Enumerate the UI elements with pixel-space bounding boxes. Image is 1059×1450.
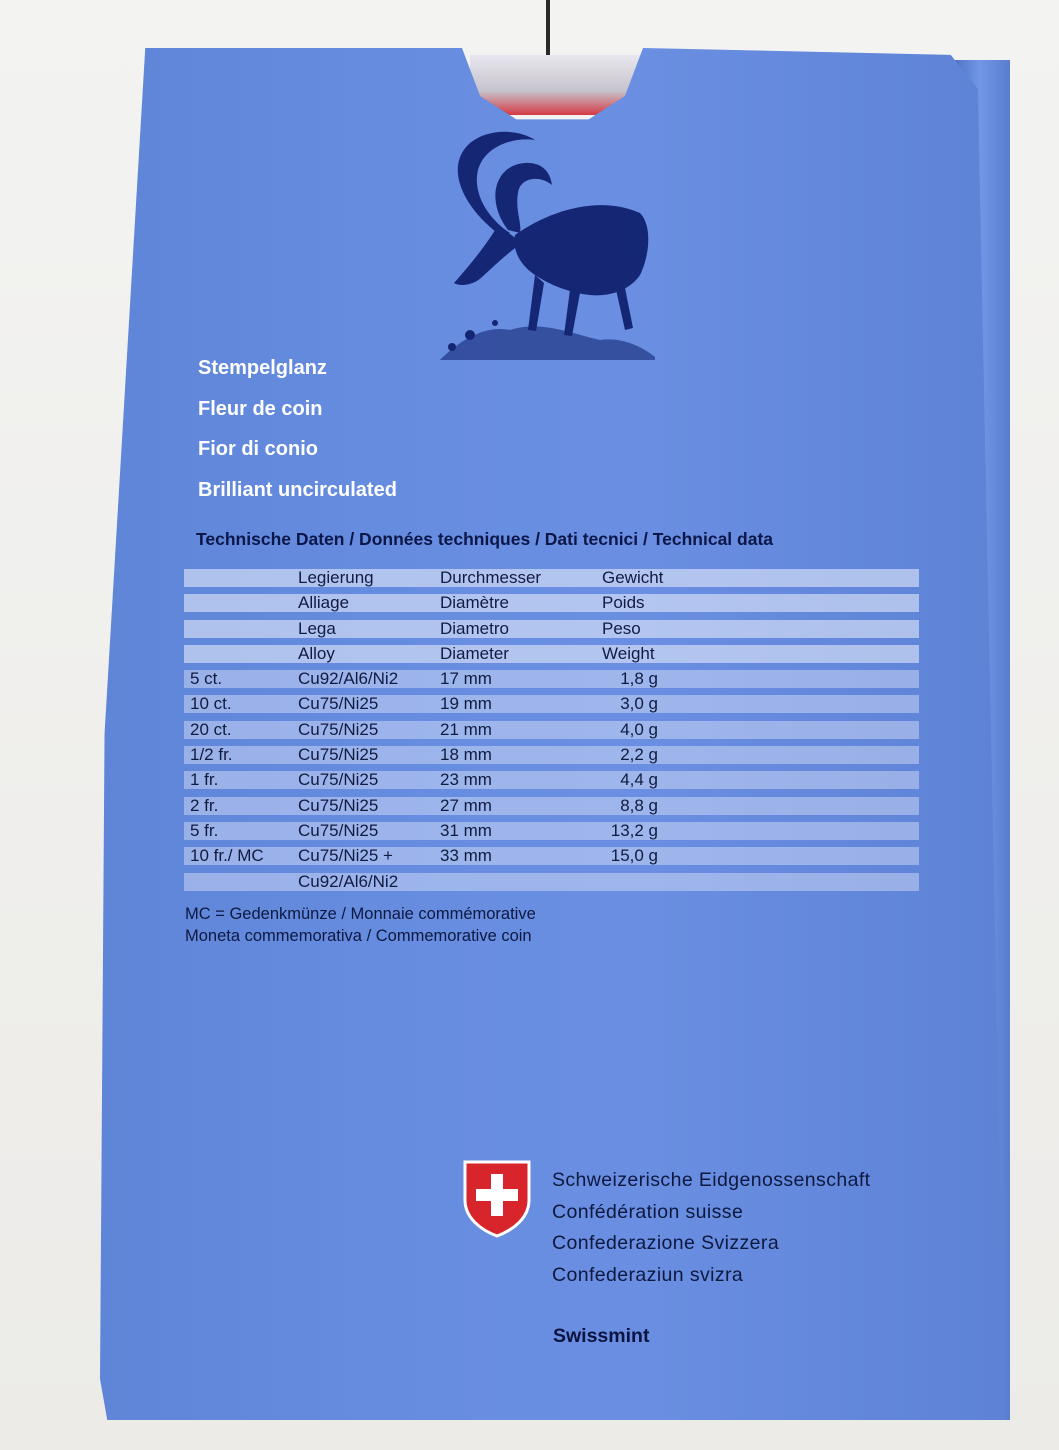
confederation-names bbox=[552, 1165, 870, 1291]
coin-denomination: 1/2 fr. bbox=[190, 745, 233, 765]
header-weight: Peso bbox=[602, 618, 641, 638]
header-alloy: Alloy bbox=[298, 643, 335, 663]
coin-denomination: 5 ct. bbox=[190, 669, 223, 689]
swissmint-label: Swissmint bbox=[553, 1325, 650, 1347]
header-diameter: Diameter bbox=[440, 643, 509, 663]
header-weight: Gewicht bbox=[602, 568, 664, 587]
coin-weight: 13,2 g bbox=[610, 820, 658, 840]
note-line: Moneta commemorativa / Commemorative coin bbox=[185, 927, 532, 945]
coin-weight: 3,0 g bbox=[620, 694, 658, 714]
coin-weight: 4,0 g bbox=[620, 719, 658, 739]
grade-french: Fleur de coin bbox=[198, 397, 323, 420]
coin-alloy: Cu75/Ni25 bbox=[298, 694, 379, 714]
coin-denomination: 20 ct. bbox=[190, 719, 232, 739]
coin-denomination: 1 fr. bbox=[190, 770, 219, 790]
coin-alloy: Cu75/Ni25 bbox=[298, 795, 379, 815]
header-weight: Weight bbox=[602, 643, 655, 663]
header-alloy: Alliage bbox=[298, 593, 350, 613]
table-header-row bbox=[184, 618, 919, 643]
coin-diameter: 31 mm bbox=[440, 820, 492, 840]
table-row bbox=[184, 693, 919, 718]
coin-diameter: 27 mm bbox=[440, 795, 492, 815]
coin-alloy: Cu75/Ni25 bbox=[298, 719, 379, 739]
confederation-italian: Confederazione Svizzera bbox=[552, 1232, 780, 1254]
table-row bbox=[184, 820, 919, 845]
table-row bbox=[184, 769, 919, 794]
coin-diameter: 19 mm bbox=[440, 694, 492, 714]
table-row bbox=[184, 871, 919, 896]
table-row bbox=[184, 668, 919, 693]
coin-denomination: 10 fr./ MC bbox=[190, 846, 264, 866]
table-row bbox=[184, 744, 919, 769]
table-header-row bbox=[184, 643, 919, 668]
confederation-french: Confédération suisse bbox=[552, 1200, 744, 1223]
coin-alloy: Cu92/Al6/Ni2 bbox=[298, 871, 399, 891]
coin-diameter: 17 mm bbox=[440, 669, 492, 689]
header-diameter: Diamètre bbox=[440, 593, 509, 613]
coin-weight: 4,4 g bbox=[620, 770, 658, 790]
header-diameter: Durchmesser bbox=[440, 568, 542, 587]
technical-data-table bbox=[184, 567, 919, 896]
table-row bbox=[184, 795, 919, 820]
grade-english: Brilliant uncirculated bbox=[198, 478, 397, 501]
coin-weight: 15,0 g bbox=[610, 846, 658, 866]
confederation-romansh: Confederaziun svizra bbox=[552, 1263, 744, 1286]
coin-alloy: Cu75/Ni25 bbox=[298, 745, 379, 765]
table-header-row bbox=[184, 567, 919, 592]
grade-list bbox=[198, 348, 397, 510]
grade-italian: Fior di conio bbox=[198, 438, 318, 460]
coin-weight: 2,2 g bbox=[620, 745, 658, 765]
coin-alloy: Cu75/Ni25 bbox=[298, 820, 379, 840]
coin-denomination: 10 ct. bbox=[190, 694, 232, 714]
coin-alloy: Cu92/Al6/Ni2 bbox=[298, 669, 399, 689]
coin-weight: 1,8 g bbox=[620, 669, 658, 689]
table-header-row bbox=[184, 592, 919, 617]
coin-denomination: 5 fr. bbox=[190, 820, 219, 840]
note-line: MC = Gedenkmünze / Monnaie commémorative bbox=[185, 905, 536, 923]
coin-alloy: Cu75/Ni25 + bbox=[298, 846, 393, 866]
coin-diameter: 33 mm bbox=[440, 846, 492, 866]
confederation-german: Schweizerische Eidgenossenschaft bbox=[552, 1169, 871, 1191]
coin-diameter: 21 mm bbox=[440, 719, 492, 739]
header-diameter: Diametro bbox=[440, 618, 509, 638]
ibex-illustration bbox=[440, 125, 655, 360]
swiss-crest-icon bbox=[463, 1160, 531, 1238]
grade-german: Stempelglanz bbox=[198, 357, 327, 379]
table-row bbox=[184, 719, 919, 744]
header-alloy: Lega bbox=[298, 618, 336, 638]
header-alloy: Legierung bbox=[298, 568, 374, 587]
technical-data-title: Technische Daten / Données techniques / Dati tecnici / Technical data bbox=[196, 529, 774, 549]
coin-diameter: 18 mm bbox=[440, 745, 492, 765]
coin-weight: 8,8 g bbox=[620, 795, 658, 815]
table-row bbox=[184, 845, 919, 870]
coin-diameter: 23 mm bbox=[440, 770, 492, 790]
coin-alloy: Cu75/Ni25 bbox=[298, 770, 379, 790]
header-weight: Poids bbox=[602, 593, 645, 613]
coin-denomination: 2 fr. bbox=[190, 795, 219, 815]
commemorative-note bbox=[185, 903, 536, 947]
